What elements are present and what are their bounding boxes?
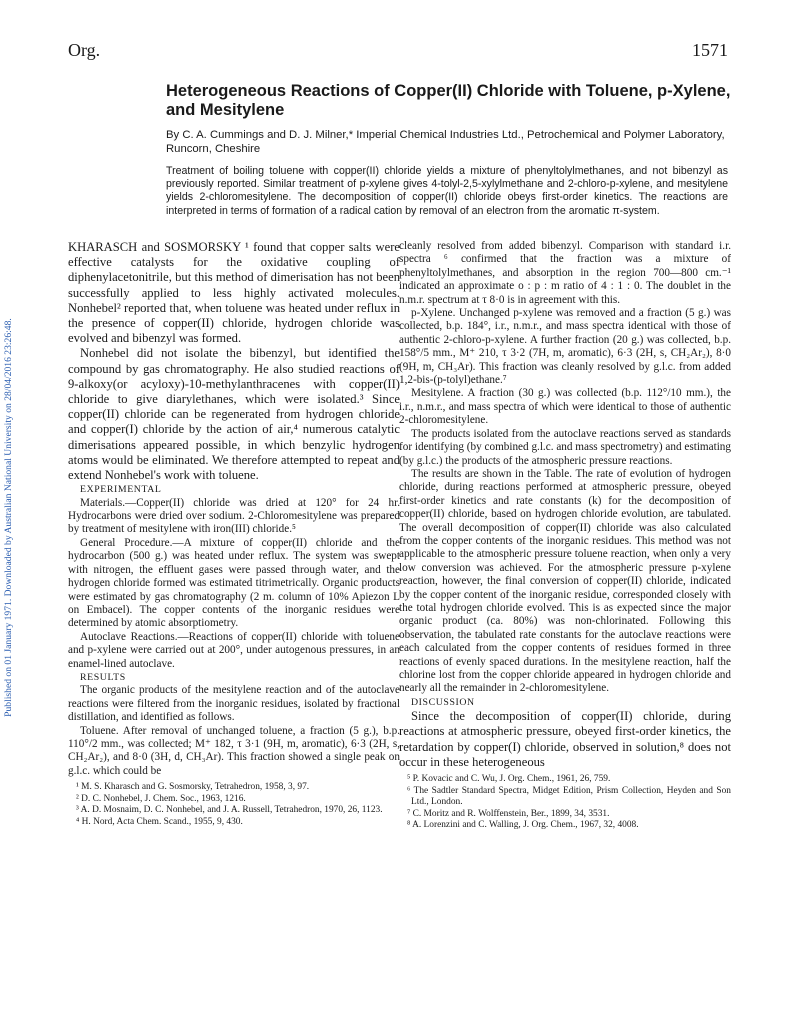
footnotes-right	[399, 774, 731, 832]
materials-paragraph: Materials.—Copper(II) chloride was dried at 120° for 24 hr. Hydrocarbons were dried over sodium. 2-Chloromesitylene was prepared by treatment of mesitylene with iron(III) chloride.⁵	[68, 496, 400, 536]
footnote: ⁵ P. Kovacic and C. Wu, J. Org. Chem., 1961, 26, 759.	[407, 774, 611, 785]
page-number: 1571	[692, 40, 728, 60]
byline: By C. A. Cummings and D. J. Milner,* Imperial Chemical Industries Ltd., Petrochemical and Polymer Laboratory, Runcorn, Cheshire	[166, 129, 725, 155]
footnote: ² D. C. Nonhebel, J. Chem. Soc., 1963, 1216.	[76, 793, 246, 804]
products-paragraph: The products isolated from the autoclave reactions served as standards for identifying (by combined g.l.c. and mass spectrometry) and estimating (by g.l.c.) the products of the atmospheric pressure reactions.	[399, 427, 731, 467]
section-heading-experimental: EXPERIMENTAL	[80, 484, 162, 496]
discussion-paragraph: Since the decomposition of copper(II) chloride, during reactions at atmospheric pressure, obeyed first-order kinetics, the retardation by copper(I) chloride, observed in solution,⁸ does not occur in these heterogeneous	[399, 709, 731, 769]
section-heading-results: RESULTS	[80, 671, 126, 683]
continuation-paragraph: cleanly resolved from added bibenzyl. Comparison with standard i.r. spectra ⁶ confirmed that the fraction was a mixture of phenyltolylmethanes, and absorption in the region 700—800 cm.⁻¹ indicated an approximate o : p : m ratio of 4 : 1 : 0. The doublet in the n.m.r. spectrum at τ 8·0 is in agreement with this.	[399, 240, 731, 306]
intro-paragraph: Nonhebel did not isolate the bibenzyl, but identified the compound by gas chromatography. He also studied reactions of 9-alkoxy(or acyloxy)-10-methylanthracenes with copper(II) chloride to give diarylethanes, which were isolated.³ Since copper(II) chloride can be regenerated from hydrogen chloride and copper(I) chloride by the action of air,⁴ numerous catalytic dimerisations appeared possible, in which benzylic hydrogen atoms would be eliminated. We therefore attempted to repeat and extend Nonhebel's work with toluene.	[68, 346, 400, 483]
left-column	[68, 240, 400, 829]
p-xylene-paragraph: p-Xylene. Unchanged p-xylene was removed and a fraction (5 g.) was collected, b.p. 184°, i.r., n.m.r., and mass spectra identical with those of authentic 2-chloro-p-xylene. A further fraction (20 g.) was collected, b.p. 158°/5 mm., M⁺ 210, τ 3·2 (7H, m, aromatic), 6·3 (2H, s, CH₂Ar₂), 8·0 (9H, m, CH₃Ar). This fraction was cleanly resolved by g.l.c. from added 1,2-bis-(p-tolyl)ethane.⁷	[399, 307, 731, 387]
right-column	[399, 240, 731, 832]
results-table-paragraph: The results are shown in the Table. The rate of evolution of hydrogen chloride, during reactions performed at atmospheric pressure, obeyed first-order kinetics and rate constants (k) for the decomposition of copper(II) chloride, based on hydrogen chloride evolution, are tabulated. The overall decomposition of copper(II) chloride was also calculated from the copper contents of the inorganic residues. This method was not applicable to the atmospheric pressure toluene reaction, when only a very low conversion was achieved. For the atmospheric pressure p-xylene reaction, however, the final conversion of copper(II) chloride, indicated by the copper content of the inorganic residue, corresponded closely with the total hydrogen chloride evolved. This is as expected since the major organic product (ca. 80%) was non-chlorinated. Following this observation, the tabulated rate constants for the autoclave reactions were each calculated from the copper contents of residues formed in three reactions of evenly spaced durations. In the mesitylene reaction, half the chlorine lost from the copper chloride appeared in hydrogen chloride and nearly all the remainder in 2-chloromesitylene.	[399, 467, 731, 695]
footnote: ¹ M. S. Kharasch and G. Sosmorsky, Tetrahedron, 1958, 3, 97.	[76, 782, 310, 793]
section-heading-discussion: DISCUSSION	[411, 696, 475, 708]
download-notice[interactable]: Published on 01 January 1971. Downloaded by Australian National University on 28/04/2016 23:26:48.	[3, 318, 14, 717]
footnotes-left	[68, 782, 400, 828]
journal-section: Org.	[68, 40, 101, 60]
footnote: ⁴ H. Nord, Acta Chem. Scand., 1955, 9, 430.	[76, 816, 243, 827]
mesitylene-paragraph: Mesitylene. A fraction (30 g.) was collected (b.p. 112°/10 mm.), the i.r., n.m.r., and mass spectra of which were identical to those of authentic 2-chloromesitylene.	[399, 387, 731, 427]
results-paragraph: The organic products of the mesitylene reaction and of the autoclave reactions were filtered from the inorganic residues, isolated by fractional distillation, and identified as follows.	[68, 684, 400, 724]
abstract: Treatment of boiling toluene with copper(II) chloride yields a mixture of phenyltolylmethanes, and not bibenzyl as previously reported. Similar treatment of p-xylene gives 4-tolyl-2,5-xylylmethane and 2-chloro-p-xylene, and mesitylene yields 2-chloromesitylene. The decomposition of copper(II) chloride obeys first-order kinetics. The reactions are interpreted in terms of formation of a radical cation by removal of an electron from the aromatic π-system.	[166, 165, 728, 217]
toluene-paragraph: Toluene. After removal of unchanged toluene, a fraction (5 g.), b.p. 110°/2 mm., was collected; M⁺ 182, τ 3·1 (9H, m, aromatic), 6·3 (2H, s, CH₂Ar₂), and 8·0 (3H, d, CH₃Ar). This fraction showed a single peak on g.l.c. which could be	[68, 724, 400, 777]
footnote: ³ A. D. Mosnaim, D. C. Nonhebel, and J. A. Russell, Tetrahedron, 1970, 26, 1123.	[76, 805, 383, 816]
autoclave-paragraph: Autoclave Reactions.—Reactions of copper(II) chloride with toluene and p-xylene were carried out at 200°, under autogenous pressures, in an enamel-lined autoclave.	[68, 630, 400, 670]
general-procedure-paragraph: General Procedure.—A mixture of copper(II) chloride and the hydrocarbon (500 g.) was heated under reflux. The system was swept with nitrogen, the effluent gases were passed through water, and the hydrogen chloride formed was estimated titrimetrically. Organic products were estimated by gas chromatography (2 m. column of 10% Apiezon L on Embacel). The copper contents of the inorganic residues were determined by atomic absorptiometry.	[68, 536, 400, 630]
article-title: Heterogeneous Reactions of Copper(II) Chloride with Toluene, p-Xylene, and Mesitylene	[166, 82, 731, 119]
footnote: ⁷ C. Moritz and R. Wolffenstein, Ber., 1899, 34, 3531.	[407, 808, 610, 819]
footnote: ⁶ The Sadtler Standard Spectra, Midget Edition, Prism Collection, Heyden and Son Ltd., London.	[407, 785, 731, 808]
footnote: ⁸ A. Lorenzini and C. Walling, J. Org. Chem., 1967, 32, 4008.	[407, 820, 639, 831]
intro-paragraph: KHARASCH and SOSMORSKY ¹ found that copper salts were effective catalysts for the oxidative coupling of diphenylacetonitrile, but this method of dimerisation has not been successfully applied to less highly activated molecules. Nonhebel² reported that, when toluene was heated under reflux in the presence of copper(II) chloride, hydrogen chloride was evolved and bibenzyl was formed.	[68, 240, 400, 346]
